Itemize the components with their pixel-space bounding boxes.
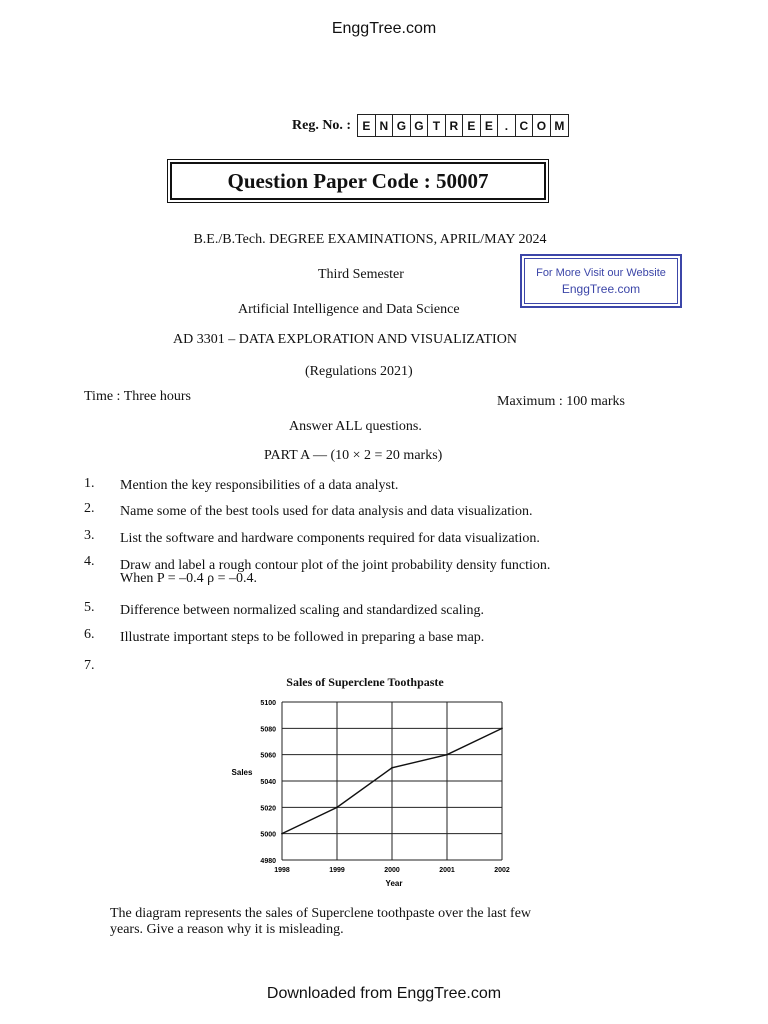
reg-box: T	[428, 115, 446, 136]
question-number: 1.	[84, 476, 95, 491]
question-number: 3.	[84, 528, 95, 543]
regulations: (Regulations 2021)	[305, 364, 413, 379]
time-allowed: Time : Three hours	[84, 389, 191, 404]
reg-box: N	[376, 115, 394, 136]
data-point	[336, 806, 338, 808]
data-point	[281, 833, 283, 835]
part-a-heading: PART A — (10 × 2 = 20 marks)	[264, 448, 443, 463]
y-tick-label: 5060	[260, 752, 276, 760]
question-text: Difference between normalized scaling and standardized scaling.	[120, 603, 484, 618]
registration-number	[292, 114, 569, 137]
x-tick-label: 1998	[274, 867, 290, 874]
y-axis-label: Sales	[231, 768, 253, 777]
question-text-line-2: When P = –0.4 ρ = –0.4.	[120, 571, 257, 586]
q7-text-line-1: The diagram represents the sales of Superclene toothpaste over the last few	[110, 906, 532, 921]
y-tick-label: 5000	[260, 831, 276, 839]
question-text: Draw and label a rough contour plot of the joint probability density function.	[120, 558, 551, 573]
question-text: List the software and hardware components required for data visualization.	[120, 531, 540, 546]
question-number: 6.	[84, 627, 95, 642]
y-tick-label: 5040	[260, 779, 276, 786]
course-title: AD 3301 – DATA EXPLORATION AND VISUALIZATION	[173, 332, 517, 347]
promo-line-2: EnggTree.com	[561, 281, 641, 296]
reg-box: O	[533, 115, 551, 136]
site-footer: Downloaded from EnggTree.com	[266, 985, 502, 1002]
sales-chart	[200, 672, 530, 902]
x-axis-label: Year	[385, 879, 403, 888]
question-number: 7.	[84, 658, 95, 673]
q7-text-line-2: years. Give a reason why it is misleading.	[110, 922, 344, 937]
reg-box: G	[411, 115, 429, 136]
reg-label: Reg. No. :	[292, 117, 352, 133]
question-number: 4.	[84, 554, 95, 569]
y-tick-label: 5100	[260, 700, 276, 707]
reg-box: C	[516, 115, 534, 136]
x-tick-label: 1999	[329, 867, 345, 874]
reg-boxes	[357, 114, 569, 137]
data-point	[446, 754, 448, 756]
y-tick-label: 5080	[260, 726, 276, 734]
question-text: Name some of the best tools used for data analysis and data visualization.	[120, 504, 533, 519]
reg-box: M	[554, 118, 565, 133]
x-tick-label: 2002	[494, 867, 510, 874]
reg-box: E	[463, 115, 481, 136]
degree-line: B.E./B.Tech. DEGREE EXAMINATIONS, APRIL/MAY 2024	[193, 232, 547, 247]
reg-box: E	[358, 115, 376, 136]
question-paper-code: Question Paper Code : 50007	[170, 162, 546, 200]
data-point	[391, 767, 393, 769]
x-tick-label: 2001	[439, 867, 455, 874]
semester: Third Semester	[318, 267, 404, 282]
department: Artificial Intelligence and Data Science	[238, 302, 460, 317]
maximum-marks: Maximum : 100 marks	[497, 394, 625, 409]
question-number: 2.	[84, 501, 95, 516]
site-header: EnggTree.com	[331, 20, 437, 37]
x-tick-label: 2000	[384, 867, 400, 874]
reg-box: R	[446, 115, 464, 136]
y-tick-label: 4980	[260, 858, 276, 865]
question-number: 5.	[84, 600, 95, 615]
question-text: Mention the key responsibilities of a data analyst.	[120, 478, 399, 493]
data-point	[501, 727, 503, 729]
y-tick-label: 5020	[260, 805, 276, 813]
reg-box: E	[481, 115, 499, 136]
chart-title: Sales of Superclene Toothpaste	[286, 675, 444, 689]
instruction: Answer ALL questions.	[289, 419, 422, 434]
question-text: Illustrate important steps to be followed in preparing a base map.	[120, 630, 485, 645]
promo-line-1: For More Visit our Website	[536, 266, 666, 279]
chart-svg	[200, 672, 530, 902]
reg-box: G	[393, 115, 411, 136]
website-promo-box[interactable]	[520, 254, 682, 308]
reg-box: .	[498, 115, 516, 136]
